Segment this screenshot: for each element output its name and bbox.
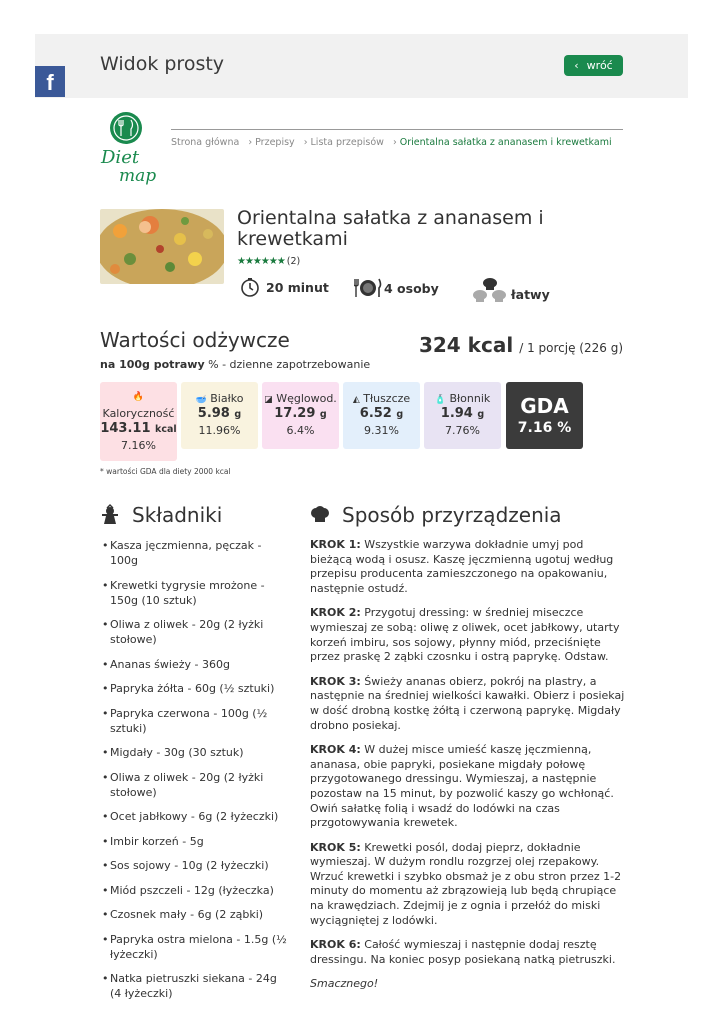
back-button-label: wróć [586,59,613,72]
method-steps [310,538,626,1002]
nutrient-value: 17.29 [274,406,316,421]
nutrient-pct: 7.76% [445,424,480,437]
step-label: KROK 2: [310,606,361,620]
chef-hat-icon [310,506,330,524]
kcal-portion: / 1 porcję (226 g) [519,341,623,355]
recipe-photo [100,209,224,284]
ingredient-item: • Kasza jęczmienna, pęczak - 100g [102,538,287,568]
step-label: KROK 4: [310,743,361,757]
breadcrumb-divider [171,129,623,130]
prep-time [240,277,329,297]
flame-icon: 🔥 [132,392,145,402]
gda-box [506,382,583,449]
chevron-right-icon: › [303,137,308,148]
kcal-value: 324 kcal [418,333,514,357]
step-text: Całość wymieszaj i następnie dodaj resztę dressingu. Na koniec posyp posiekaną natką pietruszki. [310,938,616,966]
nutrient-value: 6.52 [359,406,392,421]
back-button[interactable] [564,55,623,76]
step [310,938,626,967]
nutrient-unit: kcal [155,424,177,435]
star-icons: ★★★★★★ [237,256,285,267]
ingredients-heading [100,503,222,527]
breadcrumb-item[interactable]: Strona główna [171,137,240,148]
per-100g-label: na 100g potrawy [100,358,205,371]
step-label: KROK 3: [310,674,361,688]
nutrient-pct: 11.96% [198,424,241,437]
nutrient-box-fiber [424,382,501,449]
step [310,675,626,733]
nutrition-title: Wartości odżywcze [100,328,290,352]
gda-unit: % [557,420,572,436]
ingredient-item: • Oliwa z oliwek - 20g (2 łyżki stołowe) [102,617,287,647]
per-100g-note [100,358,370,371]
cube-icon: ◪ [264,395,273,405]
ingredient-item: • Ananas świeży - 360g [102,657,287,672]
prep-time-value: 20 minut [266,279,329,295]
step-text: Przygotuj dressing: w średniej miseczce wymieszaj ze sobą: oliwę z oliwek, ocet jabłkowy, utarty korzeń imbiru, sos sojowy, płynny miód, przeciśnięte przez praskę 2 ząbki czosnku i ostrą paprykę. Odstaw. [310,606,620,664]
ingredient-item: • Imbir korzeń - 5g [102,834,287,849]
plate-cutlery-icon [354,277,382,299]
dietmap-logo[interactable] [99,111,165,187]
nutrient-pct: 6.4% [286,424,315,437]
servings [354,277,439,299]
method-title: Sposób przyrządzenia [342,503,562,527]
per-100g-rest: % - dzienne zapotrzebowanie [204,358,371,371]
gda-footnote: * wartości GDA dla diety 2000 kcal [100,467,231,476]
drop-icon: ◭ [352,395,360,405]
step-label: KROK 1: [310,538,361,551]
chef-hats-icon [472,276,508,304]
nutrient-label: 🧴 Błonnik [434,392,491,405]
ingredients-list [102,538,287,1011]
step [310,743,626,831]
nutrient-unit: g [234,409,242,420]
step [310,538,626,596]
ingredients-title: Składniki [132,503,223,527]
ingredient-item: • Sos sojowy - 10g (2 łyżeczki) [102,858,287,873]
chevron-right-icon: › [248,137,253,148]
closing-text: Smacznego! [310,977,379,991]
scale-icon [100,504,120,526]
gda-value: 7.16 [517,420,553,436]
difficulty-value: łatwy [511,286,550,302]
breadcrumb-item[interactable]: Lista przepisów [310,137,384,148]
step [310,606,626,664]
nutrient-box-carbs [262,382,339,449]
step-text: Świeży ananas obierz, pokrój na plastry, a następnie na średniej wielkości kawałki. Obierz i posiekaj w dość drobną kostkę żółtą i czerwoną paprykę. Migdały drobno posiekaj. [310,674,625,732]
ingredient-item: • Papryka ostra mielona - 1.5g (½ łyżeczki) [102,932,287,962]
nutrient-pct: 9.31% [364,424,399,437]
chevron-right-icon: › [392,137,397,148]
step-label: KROK 6: [310,938,361,952]
nutrient-label: ◭ Tłuszcze [352,392,411,405]
nutrient-box-fat [343,382,420,449]
nutrient-label: 🥣 Białko [195,392,244,405]
difficulty [472,276,550,304]
bottle-icon: 🧴 [434,395,446,405]
page-title: Widok prosty [100,53,225,75]
ingredient-item: • Czosnek mały - 6g (2 ząbki) [102,907,287,922]
svg-text:map: map [119,166,157,186]
breadcrumb-item[interactable]: Przepisy [255,137,295,148]
nutrient-value: 143.11 [100,421,151,436]
recipe-title: Orientalna sałatka z ananasem i krewetkami [237,207,544,250]
chevron-left-icon: ‹ [574,59,579,72]
kcal-per-portion [419,333,623,357]
step-text: Krewetki posól, dodaj pieprz, dokładnie wymieszaj. W dużym rondlu rozgrzej olej rzepakowy. Wrzuć krewetki i szybko obsmaż je z obu stron przez 1-2 minuty do momentu aż zbrązowieją lub będą chrupiące na krawędziach. Zdejmij je z ognia i przełóż do miski wyciągniętej z lodówki. [310,840,622,927]
gda-label: GDA [520,394,569,418]
breadcrumb-current: Orientalna sałatka z ananasem i krewetkami [399,137,612,148]
nutrient-value: 5.98 [197,406,230,421]
ingredient-item: • Krewetki tygrysie mrożone - 150g (10 sztuk) [102,578,287,608]
step-text: Wszystkie warzywa dokładnie umyj pod bieżącą wodą i osusz. Kaszę jęczmienną ugotuj według przepisu producenta zamieszczonego na opakowaniu, następnie ostudź. [310,538,614,595]
ingredient-item: • Miód pszczeli - 12g (łyżeczka) [102,883,287,898]
bowl-icon: 🥣 [195,395,207,405]
nutrient-pct: 7.16% [121,439,156,452]
clock-icon [240,277,260,297]
breadcrumb [171,137,612,148]
step-label: KROK 5: [310,840,361,854]
rating-count: (2) [286,256,301,267]
method-heading [310,503,562,527]
ingredient-item: • Papryka żółta - 60g (½ sztuki) [102,681,287,696]
nutrient-unit: g [319,409,327,420]
nutrient-box-calories [100,382,177,461]
nutrient-label: ◪ Węglowod. [264,392,337,405]
nutrient-unit: g [477,409,485,420]
step [310,841,626,929]
rating-stars[interactable] [237,256,300,267]
nutrient-label: Kaloryczność [102,407,175,420]
nutrient-unit: g [396,409,404,420]
nutrient-box-protein [181,382,258,449]
servings-value: 4 osoby [384,280,439,296]
top-bar [35,34,688,98]
svg-text:Diet: Diet [101,147,140,168]
ingredient-item: • Migdały - 30g (30 sztuk) [102,745,287,760]
ingredient-item: • Papryka czerwona - 100g (½ sztuki) [102,706,287,736]
ingredient-item: • Natka pietruszki siekana - 24g (4 łyżeczki) [102,971,287,1001]
ingredient-item: • Ocet jabłkowy - 6g (2 łyżeczki) [102,809,287,824]
step-text: W dużej misce umieść kaszę jęczmienną, ananasa, obie papryki, posiekane migdały połowę przygotowanego dressingu. Wymieszaj, a następnie pozostaw na 15 minut, by pozwolić kaszy go wchłonąć. Owiń sałatkę folią i wsadź do lodówki na czas przgotowywania krewetek. [310,743,614,830]
facebook-icon[interactable]: f [35,66,65,97]
nutrient-value: 1.94 [440,406,473,421]
ingredient-item: • Oliwa z oliwek - 20g (2 łyżki stołowe) [102,770,287,800]
